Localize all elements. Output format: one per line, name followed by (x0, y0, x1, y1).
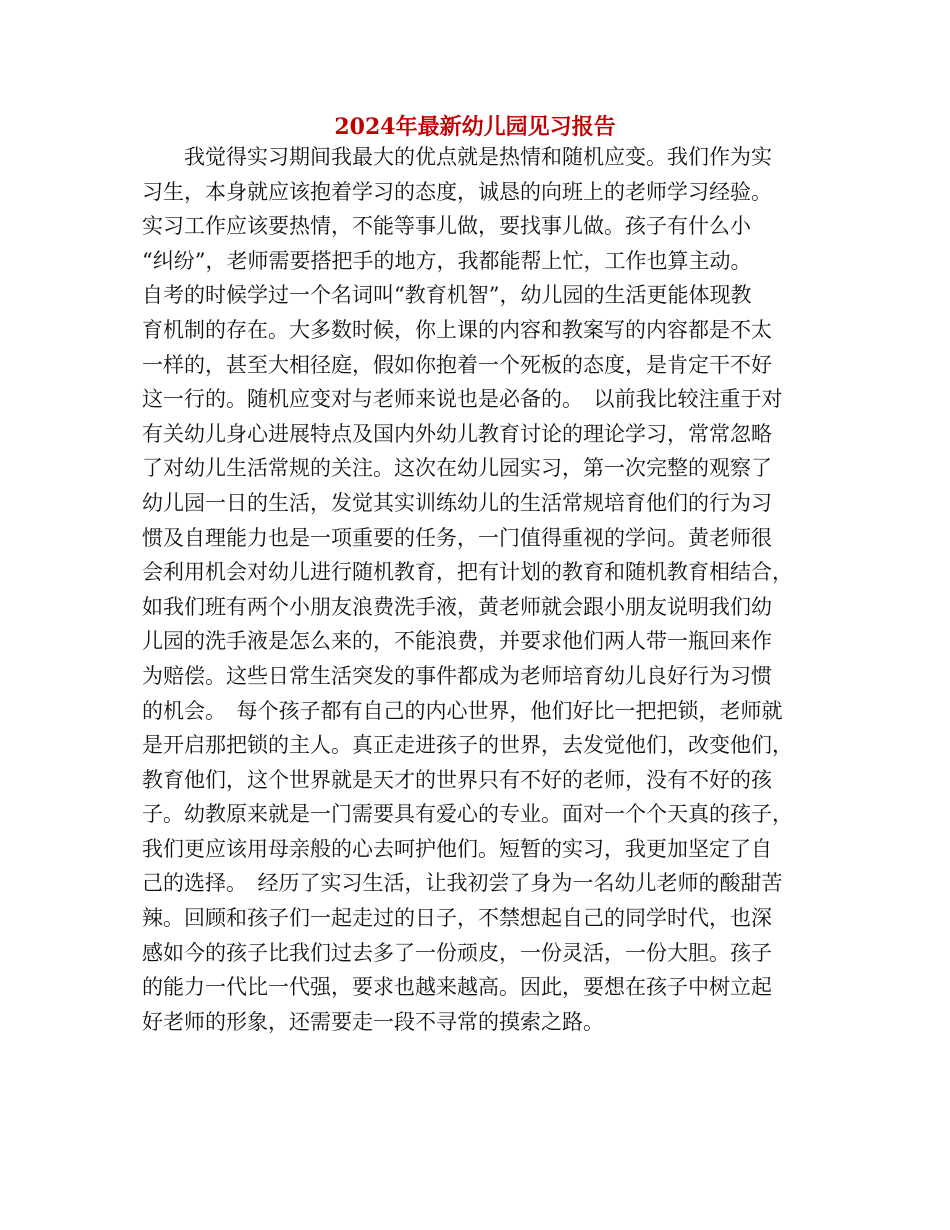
body-line: 的能力一代比一代强，要求也越来越高。因此，要想在孩子中树立起 (142, 975, 772, 1000)
body-line: “纠纷”，老师需要搭把手的地方，我都能帮上忙，工作也算主动。 (142, 248, 752, 273)
body-line: 实习工作应该要热情，不能等事儿做，要找事儿做。孩子有什么小 (142, 214, 751, 239)
body-line: 好老师的形象，还需要走一段不寻常的摸索之路。 (142, 1009, 604, 1034)
body-line: 如我们班有两个小朋友浪费洗手液，黄老师就会跟小朋友说明我们幼 (142, 594, 772, 619)
body-line: 惯及自理能力也是一项重要的任务，一门值得重视的学问。黄老师很 (142, 525, 772, 550)
body-line: 了对幼儿生活常规的关注。这次在幼儿园实习，第一次完整的观察了 (142, 456, 772, 481)
body-line: 是开启那把锁的主人。真正走进孩子的世界，去发觉他们，改变他们， (142, 733, 793, 758)
body-line: 有关幼儿身心进展特点及国内外幼儿教育讨论的理论学习，常常忽略 (142, 421, 772, 446)
body-line: 一样的，甚至大相径庭，假如你抱着一个死板的态度，是肯定干不好 (142, 352, 772, 377)
body-line: 己的选择。 经历了实习生活，让我初尝了身为一名幼儿老师的酸甜苦 (142, 871, 783, 896)
body-line: 育机制的存在。大多数时候，你上课的内容和教案写的内容都是不太 (142, 317, 772, 342)
body-line: 我们更应该用母亲般的心去呵护他们。短暂的实习，我更加坚定了自 (142, 836, 772, 861)
body-line: 习生，本身就应该抱着学习的态度，诚恳的向班上的老师学习经验。 (142, 179, 772, 204)
body-line: 儿园的洗手液是怎么来的，不能浪费，并要求他们两人带一瓶回来作 (142, 629, 772, 654)
body-line: 教育他们，这个世界就是天才的世界只有不好的老师，没有不好的孩 (142, 767, 772, 792)
body-line: 幼儿园一日的生活，发觉其实训练幼儿的生活常规培育他们的行为习 (142, 490, 772, 515)
body-line: 感如今的孩子比我们过去多了一份顽皮，一份灵活，一份大胆。孩子 (142, 940, 772, 965)
document-body (142, 140, 812, 1039)
body-line: 辣。回顾和孩子们一起走过的日子，不禁想起自己的同学时代，也深 (142, 906, 772, 931)
body-line: 这一行的。随机应变对与老师来说也是必备的。 以前我比较注重于对 (142, 387, 783, 412)
body-line: 会利用机会对幼儿进行随机教育，把有计划的教育和随机教育相结合， (142, 560, 793, 585)
body-line: 的机会。 每个孩子都有自己的内心世界，他们好比一把把锁，老师就 (142, 698, 783, 723)
body-line: 子。幼教原来就是一门需要具有爱心的专业。面对一个个天真的孩子， (142, 802, 793, 827)
document-title: 2024年最新幼儿园见习报告 (334, 114, 616, 140)
body-line: 自考的时候学过一个名词叫“教育机智”，幼儿园的生活更能体现教 (142, 283, 752, 308)
body-line: 我觉得实习期间我最大的优点就是热情和随机应变。我们作为实 (142, 145, 772, 169)
body-line: 为赔偿。这些日常生活突发的事件都成为老师培育幼儿良好行为习惯 (142, 663, 772, 688)
